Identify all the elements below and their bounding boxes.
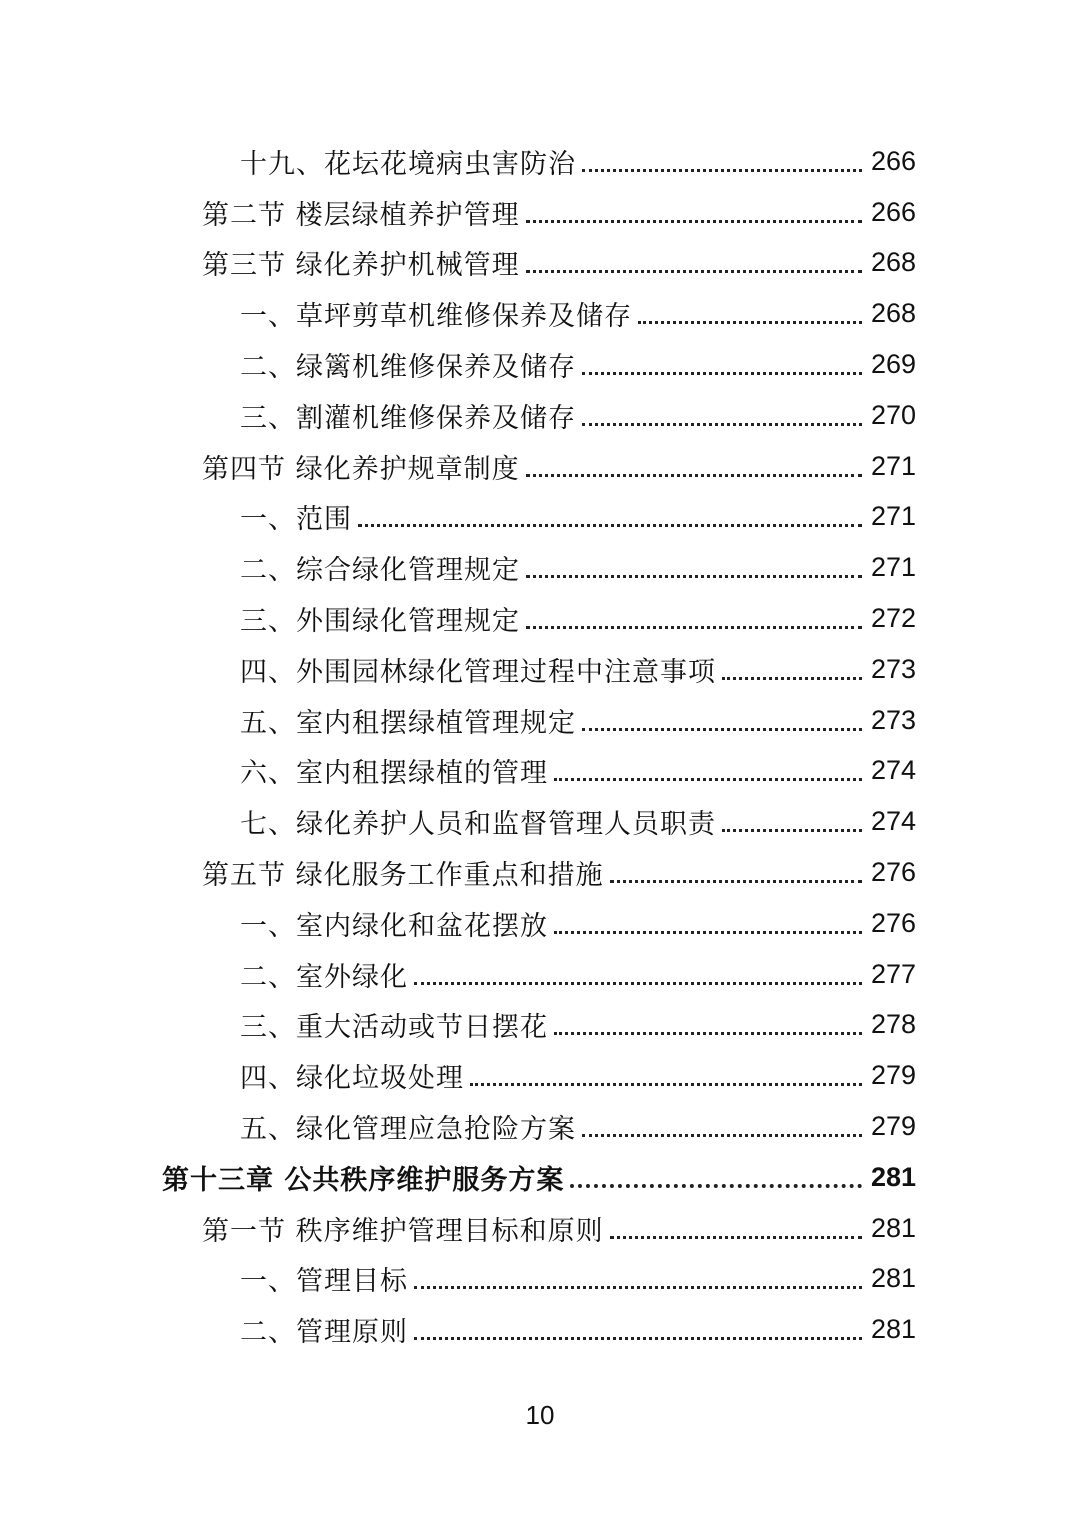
toc-entry-title: 三、外围绿化管理规定 (240, 606, 520, 638)
toc-entry[interactable] (0, 695, 1080, 746)
toc-entry-page: 281 (870, 1212, 916, 1243)
toc-entry-title: 一、草坪剪草机维修保养及储存 (240, 301, 632, 333)
toc-entry-page: 271 (870, 552, 916, 583)
toc-entry[interactable] (0, 593, 1080, 644)
toc-entry-page: 273 (870, 653, 916, 684)
toc-entry-page: 271 (870, 501, 916, 532)
toc-entry-page: 274 (870, 755, 916, 786)
toc-entry[interactable] (0, 187, 1080, 238)
toc-entry[interactable] (0, 1304, 1080, 1355)
toc-entry-page: 281 (870, 1263, 916, 1294)
toc-entry[interactable] (0, 949, 1080, 1000)
toc-entry-page: 279 (870, 1111, 916, 1142)
toc-entry[interactable] (0, 1203, 1080, 1254)
toc-entry-title: 二、管理原则 (240, 1317, 408, 1349)
toc-dot-leader (554, 1032, 862, 1035)
toc-dot-leader (414, 1286, 862, 1289)
toc-entry[interactable] (0, 339, 1080, 390)
toc-entry-title: 五、绿化管理应急抢险方案 (240, 1114, 576, 1146)
toc-entry-title: 第三节 绿化养护机械管理 (202, 250, 520, 282)
toc-entry[interactable] (0, 288, 1080, 339)
toc-entry-title: 二、绿篱机维修保养及储存 (240, 352, 576, 384)
toc-dot-leader (722, 829, 862, 832)
toc-entry-title: 七、绿化养护人员和监督管理人员职责 (240, 809, 716, 841)
toc-entry[interactable] (0, 1254, 1080, 1305)
toc-entry[interactable] (0, 1050, 1080, 1101)
toc-dot-leader (638, 321, 862, 324)
toc-entry-page: 274 (870, 806, 916, 837)
toc-entry-page: 268 (870, 298, 916, 329)
toc-entry[interactable] (0, 441, 1080, 492)
toc-entry-title: 第五节 绿化服务工作重点和措施 (202, 860, 604, 892)
toc-dot-leader (414, 1337, 862, 1340)
toc-dot-leader (526, 220, 862, 223)
toc-dot-leader (554, 931, 862, 934)
toc-entry[interactable] (0, 542, 1080, 593)
toc-entry[interactable] (0, 847, 1080, 898)
toc-dot-leader (610, 1236, 862, 1239)
toc-entry-title: 第二节 楼层绿植养护管理 (202, 199, 520, 231)
toc-entry-page: 268 (870, 247, 916, 278)
table-of-contents (0, 136, 1080, 1355)
toc-entry-page: 266 (870, 196, 916, 227)
toc-entry[interactable] (0, 1000, 1080, 1051)
toc-dot-leader (570, 1184, 862, 1188)
toc-dot-leader (526, 575, 862, 578)
toc-entry-page: 276 (870, 907, 916, 938)
toc-entry-page: 281 (870, 1314, 916, 1345)
toc-entry-title: 一、室内绿化和盆花摆放 (240, 910, 548, 942)
toc-entry[interactable] (0, 796, 1080, 847)
toc-entry-title: 五、室内租摆绿植管理规定 (240, 707, 576, 739)
toc-entry-title: 一、范围 (240, 504, 352, 536)
toc-entry-page: 269 (870, 349, 916, 380)
toc-entry-title: 四、外围园林绿化管理过程中注意事项 (240, 656, 716, 688)
toc-entry-page: 277 (870, 958, 916, 989)
toc-dot-leader (526, 626, 862, 629)
toc-entry-page: 270 (870, 399, 916, 430)
toc-entry[interactable] (0, 1101, 1080, 1152)
toc-entry[interactable] (0, 1152, 1080, 1203)
toc-dot-leader (610, 880, 862, 883)
toc-entry-page: 281 (870, 1161, 916, 1192)
page-number: 10 (525, 1400, 555, 1430)
toc-entry-page: 272 (870, 603, 916, 634)
toc-entry-title: 三、割灌机维修保养及储存 (240, 402, 576, 434)
toc-dot-leader (582, 1134, 862, 1137)
toc-dot-leader (414, 982, 862, 985)
toc-entry-page: 278 (870, 1009, 916, 1040)
toc-entry[interactable] (0, 136, 1080, 187)
toc-entry-title: 四、绿化垃圾处理 (240, 1063, 464, 1095)
toc-entry-page: 271 (870, 450, 916, 481)
toc-entry[interactable] (0, 238, 1080, 289)
toc-dot-leader (722, 677, 862, 680)
toc-dot-leader (470, 1083, 862, 1086)
toc-entry-page: 273 (870, 704, 916, 735)
toc-entry-page: 266 (870, 145, 916, 176)
toc-entry-title: 一、管理目标 (240, 1266, 408, 1298)
toc-entry-title: 二、室外绿化 (240, 961, 408, 993)
toc-entry[interactable] (0, 746, 1080, 797)
toc-entry-title: 二、综合绿化管理规定 (240, 555, 520, 587)
toc-entry-title: 第四节 绿化养护规章制度 (202, 453, 520, 485)
toc-dot-leader (582, 169, 862, 172)
toc-entry-title: 第一节 秩序维护管理目标和原则 (202, 1215, 604, 1247)
toc-entry-page: 279 (870, 1060, 916, 1091)
toc-entry-title: 三、重大活动或节日摆花 (240, 1012, 548, 1044)
toc-dot-leader (526, 474, 862, 477)
toc-entry[interactable] (0, 492, 1080, 543)
toc-entry[interactable] (0, 898, 1080, 949)
toc-entry-page: 276 (870, 857, 916, 888)
toc-dot-leader (582, 423, 862, 426)
toc-dot-leader (582, 728, 862, 731)
toc-dot-leader (554, 778, 862, 781)
toc-entry-title: 六、室内租摆绿植的管理 (240, 758, 548, 790)
toc-entry[interactable] (0, 390, 1080, 441)
toc-entry-title: 十九、花坛花境病虫害防治 (240, 148, 576, 180)
toc-entry-title: 第十三章 公共秩序维护服务方案 (162, 1164, 565, 1196)
toc-dot-leader (582, 372, 862, 375)
toc-dot-leader (526, 270, 862, 273)
toc-entry[interactable] (0, 644, 1080, 695)
toc-dot-leader (358, 524, 862, 527)
